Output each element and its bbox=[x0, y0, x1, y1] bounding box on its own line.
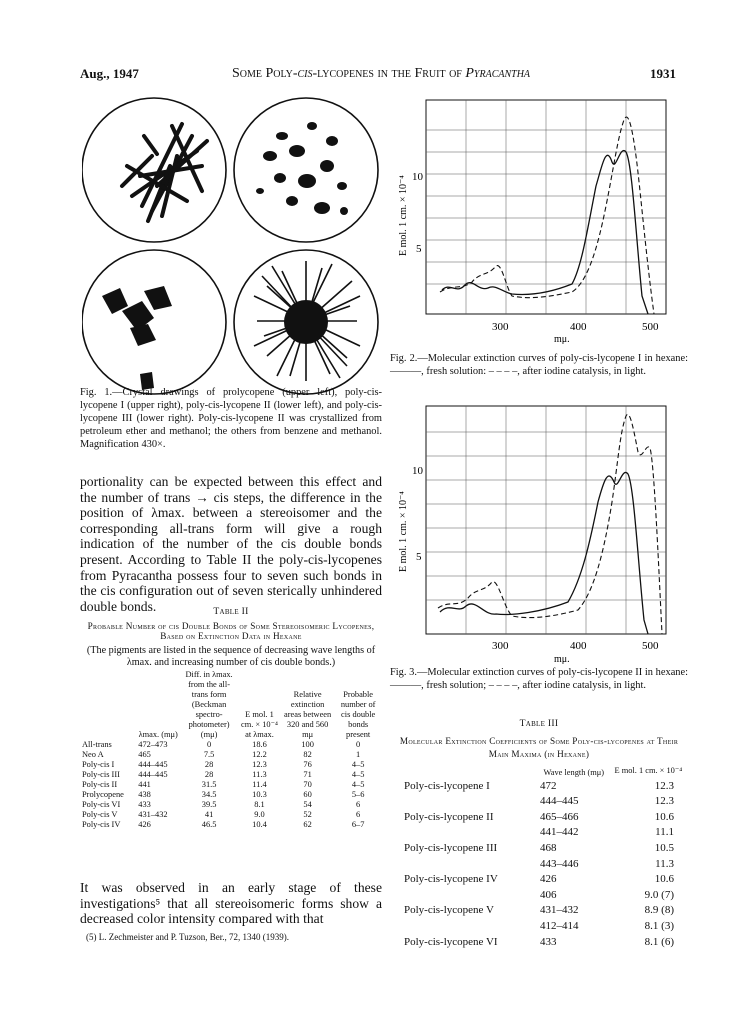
table-3-row bbox=[390, 779, 688, 795]
table-3 bbox=[390, 718, 688, 950]
table-2-note: (The pigments are listed in the sequence of decreasing wave lengths of λmax. and increasing number of cis double bonds.) bbox=[86, 645, 376, 668]
table-3-wavelength: 441–442 bbox=[539, 826, 579, 839]
table-2-cell: 431–432 bbox=[138, 810, 168, 819]
fig2-ylabel: E mol. 1 cm. × 10⁻⁴ bbox=[398, 175, 409, 256]
table-3-wavelength: 465–466 bbox=[539, 810, 579, 823]
table-2-cell: 433 bbox=[138, 800, 151, 809]
table-3-wavelength: 406 bbox=[539, 888, 557, 901]
table-2-cell: 76 bbox=[303, 760, 312, 769]
table-3-wavelength: 426 bbox=[539, 873, 557, 886]
fig2-iodine-curve bbox=[440, 117, 654, 314]
fig3-chart bbox=[392, 402, 682, 664]
table-2-row bbox=[80, 780, 382, 790]
table-3-wavelength: 444–445 bbox=[539, 795, 579, 808]
table-3-wavelength: 472 bbox=[539, 779, 557, 792]
table-3-row bbox=[390, 857, 688, 873]
table-2-cell: 12.2 bbox=[252, 750, 267, 759]
table-2-cell: 54 bbox=[303, 800, 312, 809]
table-2-cell: 4–5 bbox=[351, 770, 365, 779]
table-3-e-value: 11.1 bbox=[655, 826, 674, 839]
table-3-e-value: 10.5 bbox=[654, 841, 674, 854]
table-2-cell: 438 bbox=[138, 790, 151, 799]
table-2-cell: 28 bbox=[204, 760, 214, 769]
table-3-e-value: 8.9 (8) bbox=[644, 904, 674, 917]
table-3-row-name: Poly-cis-lycopene I bbox=[404, 779, 490, 792]
paragraph-2: It was observed in an early stage of these investigations⁵ that all stereoisomeric forms show a decreased color intensity compared with that bbox=[80, 880, 382, 927]
fig3-ytick-10: 10 bbox=[412, 465, 423, 477]
table-2-cell: 441 bbox=[138, 780, 151, 789]
table-2-header-cis: Probable number of cis double bonds present bbox=[340, 690, 376, 739]
table-3-e-value: 8.1 (6) bbox=[644, 935, 674, 948]
table-3-row bbox=[390, 825, 688, 841]
table-2-row bbox=[80, 740, 382, 750]
table-2-cell: 0 bbox=[206, 740, 212, 749]
paragraph-1: portionality can be expected between this effect and the number of trans → cis steps, the difference in the position of λmax. between a stereoisomer and the corresponding all-trans form will give a rough indication of the number of the cis double bonds present. According to Table II the poly-cis-lycopenes from Pyracantha possess four to seven such bonds in the cis configuration out of seven sterically unhindered double bonds. bbox=[80, 474, 382, 614]
table-2-row bbox=[80, 800, 382, 810]
table-2-cell: 28 bbox=[204, 770, 214, 779]
table-2-row-name: Poly-cis VI bbox=[82, 800, 121, 809]
footnote: (5) L. Zechmeister and P. Tuzson, Ber., 72, 1340 (1939). bbox=[86, 932, 289, 942]
table-3-wavelength: 431–432 bbox=[539, 904, 579, 917]
table-2-row bbox=[80, 820, 382, 830]
table-3-e-value: 8.1 (3) bbox=[644, 919, 674, 932]
table-2-cell: 60 bbox=[303, 790, 312, 799]
table-3-row bbox=[390, 841, 688, 857]
table-2-row-name: Neo A bbox=[82, 750, 104, 759]
table-2-cell: 70 bbox=[303, 780, 312, 789]
table-2-cell: 11.3 bbox=[252, 770, 267, 779]
fig2-fresh-curve bbox=[442, 151, 648, 314]
table-3-header-e: E mol. 1 cm. × 10⁻⁴ bbox=[614, 766, 683, 775]
table-2-cell: 100 bbox=[301, 740, 314, 749]
table-2-row-name: Poly-cis I bbox=[82, 760, 115, 769]
fig2-xlabel: mμ. bbox=[554, 334, 570, 344]
table-2-cell: 426 bbox=[138, 820, 151, 829]
table-2 bbox=[80, 606, 382, 830]
table-2-cell: 444–445 bbox=[138, 760, 168, 769]
poly-cis-lycopene-i-crystals bbox=[256, 122, 348, 215]
table-3-row-name: Poly-cis-lycopene IV bbox=[404, 873, 498, 886]
table-2-cell: 62 bbox=[303, 820, 312, 829]
fig3-fresh-curve bbox=[440, 472, 648, 634]
table-2-row bbox=[80, 790, 382, 800]
fig2-xtick-500: 500 bbox=[642, 321, 659, 333]
table-2-cell: 82 bbox=[303, 750, 312, 759]
table-3-e-value: 10.6 bbox=[654, 810, 674, 823]
fig2-ytick-10: 10 bbox=[412, 171, 423, 183]
fig3-caption: Fig. 3.—Molecular extinction curves of poly-cis-lycopene II in hexane: ———, fresh solution; – – – –, after iodine catalysis, in light. bbox=[390, 667, 688, 691]
table-2-cell: 5–6 bbox=[351, 790, 365, 799]
table-2-grid bbox=[80, 670, 382, 830]
fig2-xtick-400: 400 bbox=[570, 321, 587, 333]
table-3-row bbox=[390, 903, 688, 919]
table-3-e-value: 9.0 (7) bbox=[644, 888, 674, 901]
fig2-ytick-5: 5 bbox=[416, 243, 422, 255]
table-2-header-e: E mol. 1 cm. × 10⁻⁴ at λmax. bbox=[240, 710, 278, 739]
fig1-caption: Fig. 1.—Crystal drawings of prolycopene (upper left), poly-cis-lycopene I (upper right), poly-cis-lycopene II (lower left), and poly-cis-lycopene III (lower right). Poly-cis-lycopene II was crystallized from petroleum ether and methanol; the others from benzene and methanol. Magnification 430×. bbox=[80, 387, 382, 450]
table-2-cell: 39.5 bbox=[201, 800, 217, 809]
table-2-cell: 0 bbox=[356, 740, 361, 749]
prolycopene-crystals bbox=[122, 124, 207, 221]
table-2-cell: 52 bbox=[303, 810, 312, 819]
table-3-e-value: 12.3 bbox=[654, 779, 674, 792]
table-2-cell: 7.5 bbox=[203, 750, 215, 759]
header-center: Some Poly-cis-lycopenes in the Fruit of Pyracantha bbox=[232, 66, 531, 81]
table-3-row-name: Poly-cis-lycopene VI bbox=[404, 935, 498, 948]
table-2-header-diff: Diff. in λmax. from the all-trans form (Beckman spectro-photometer) (mμ) bbox=[185, 670, 233, 739]
fig3-ylabel: E mol. 1 cm. × 10⁻⁴ bbox=[398, 491, 409, 572]
table-2-title: Probable Number of cis Double Bonds of Some Stereoisomeric Lycopenes, Based on Extinction Data in Hexane bbox=[87, 621, 375, 641]
table-3-wavelength: 412–414 bbox=[539, 919, 579, 932]
poly-cis-lycopene-ii-crystals bbox=[102, 286, 172, 390]
table-3-row bbox=[390, 810, 688, 826]
table-3-title: Molecular Extinction Coefficients of Some Poly-cis-lycopenes at Their Main Maxima (in Hexane) bbox=[399, 736, 679, 759]
table-2-row bbox=[80, 760, 382, 770]
table-2-cell: 472–473 bbox=[138, 740, 168, 749]
fig3-xlabel: mμ. bbox=[554, 654, 570, 664]
table-2-cell: 10.3 bbox=[252, 790, 267, 799]
table-2-row bbox=[80, 810, 382, 820]
table-2-row bbox=[80, 770, 382, 780]
table-3-row-name: Poly-cis-lycopene II bbox=[404, 810, 494, 823]
table-2-header-lambda: λmax. (mμ) bbox=[138, 730, 178, 739]
table-2-cell: 71 bbox=[303, 770, 312, 779]
table-3-row-name bbox=[390, 888, 539, 904]
fig2-caption: Fig. 2.—Molecular extinction curves of poly-cis-lycopene I in hexane: ———, fresh solution: – – – –, after iodine catalysis, in light. bbox=[390, 353, 688, 377]
table-3-row-name bbox=[390, 857, 539, 873]
table-2-cell: 18.6 bbox=[252, 740, 267, 749]
fig3-ytick-5: 5 bbox=[416, 551, 422, 563]
table-2-cell: 9.0 bbox=[254, 810, 265, 819]
table-3-row bbox=[390, 919, 688, 935]
table-2-row-name: All-trans bbox=[82, 740, 112, 749]
table-3-row-name bbox=[390, 919, 539, 935]
table-3-grid bbox=[390, 763, 688, 950]
page-number: 1931 bbox=[650, 66, 676, 81]
table-3-e-value: 10.6 bbox=[654, 873, 674, 886]
table-2-header-area: Relative extinction areas between 320 and 560 mμ bbox=[284, 690, 332, 739]
fig2-chart bbox=[392, 96, 682, 344]
table-3-row bbox=[390, 872, 688, 888]
table-2-row-name: Prolycopene bbox=[82, 790, 124, 799]
table-2-cell: 31.5 bbox=[201, 780, 217, 789]
table-3-header-wavelength: Wave length (mμ) bbox=[543, 768, 605, 778]
table-2-cell: 34.5 bbox=[201, 790, 217, 799]
table-3-wavelength: 443–446 bbox=[539, 857, 579, 870]
table-2-cell: 8.1 bbox=[254, 800, 265, 809]
table-2-row-name: Poly-cis IV bbox=[82, 820, 121, 829]
table-2-cell: 4–5 bbox=[351, 760, 365, 769]
table-2-row-name: Poly-cis III bbox=[82, 770, 120, 779]
table-2-cell: 10.4 bbox=[252, 820, 267, 829]
table-2-cell: 11.4 bbox=[252, 780, 267, 789]
table-2-cell: 6 bbox=[356, 810, 361, 819]
table-2-label: Table II bbox=[213, 606, 249, 617]
table-2-row bbox=[80, 750, 382, 760]
table-2-cell: 46.5 bbox=[201, 820, 217, 829]
table-2-cell: 12.3 bbox=[252, 760, 267, 769]
table-2-cell: 41 bbox=[204, 810, 214, 819]
table-3-row-name: Poly-cis-lycopene V bbox=[404, 904, 494, 917]
fig1-crystal-drawings bbox=[82, 96, 380, 396]
table-3-e-value: 11.3 bbox=[655, 857, 674, 870]
table-2-row-name: Poly-cis V bbox=[82, 810, 118, 819]
table-3-wavelength: 433 bbox=[539, 935, 557, 948]
table-3-row-name bbox=[390, 794, 539, 810]
table-3-label: Table III bbox=[519, 718, 559, 729]
table-3-row bbox=[390, 888, 688, 904]
table-2-cell: 444–445 bbox=[138, 770, 168, 779]
table-3-row-name: Poly-cis-lycopene III bbox=[404, 841, 498, 854]
table-2-cell: 6 bbox=[356, 800, 361, 809]
table-3-row bbox=[390, 794, 688, 810]
table-3-row bbox=[390, 935, 688, 951]
fig3-xtick-500: 500 bbox=[642, 640, 659, 652]
table-2-cell: 4–5 bbox=[351, 780, 365, 789]
fig3-iodine-curve bbox=[438, 414, 662, 634]
header-left: Aug., 1947 bbox=[80, 66, 139, 81]
table-3-wavelength: 468 bbox=[539, 841, 557, 854]
fig3-xtick-400: 400 bbox=[570, 640, 587, 652]
fig3-xtick-300: 300 bbox=[492, 640, 509, 652]
table-2-cell: 1 bbox=[356, 750, 361, 759]
table-2-row-name: Poly-cis II bbox=[82, 780, 118, 789]
table-3-e-value: 12.3 bbox=[654, 795, 674, 808]
table-2-cell: 6–7 bbox=[351, 820, 365, 829]
table-3-row-name bbox=[390, 825, 539, 841]
fig2-xtick-300: 300 bbox=[492, 321, 509, 333]
table-2-cell: 465 bbox=[138, 750, 151, 759]
